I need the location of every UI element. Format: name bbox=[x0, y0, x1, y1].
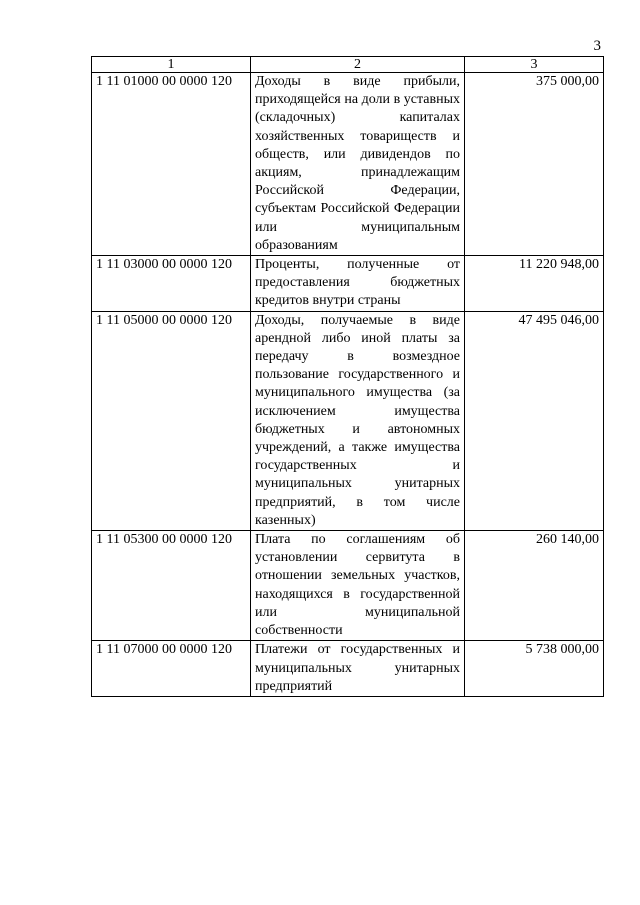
revenue-name-cell: Плата по соглашениям об установлении сервитута в отношении земельных участков, находящихся в государственной или муниципальной собственности bbox=[251, 531, 465, 641]
amount-cell: 375 000,00 bbox=[465, 73, 604, 256]
table-row bbox=[92, 311, 604, 530]
revenue-name-cell: Проценты, полученные от предоставления бюджетных кредитов внутри страны bbox=[251, 256, 465, 312]
budget-code-cell: 1 11 05000 00 0000 120 bbox=[92, 311, 251, 530]
revenue-table bbox=[91, 56, 604, 697]
amount-cell: 5 738 000,00 bbox=[465, 641, 604, 697]
table-row bbox=[92, 73, 604, 256]
table-row bbox=[92, 531, 604, 641]
budget-code-cell: 1 11 07000 00 0000 120 bbox=[92, 641, 251, 697]
column-header-amount: 3 bbox=[465, 57, 604, 73]
page-number: 3 bbox=[593, 38, 601, 54]
table-row bbox=[92, 256, 604, 312]
revenue-name-cell: Доходы, получаемые в виде арендной либо иной платы за передачу в возмездное пользование государственного и муниципального имущества (за исключением имущества бюджетных и автономных учреждений, а также имущества государственных и муниципальных унитарных предприятий, в том числе казенных) bbox=[251, 311, 465, 530]
table-header-row bbox=[92, 57, 604, 73]
revenue-name-cell: Доходы в виде прибыли, приходящейся на доли в уставных (складочных) капиталах хозяйственных товариществ и обществ, или дивидендов по акциям, принадлежащим Российской Федерации, субъектам Российской Федерации или муниципальным образованиям bbox=[251, 73, 465, 256]
column-header-name: 2 bbox=[251, 57, 465, 73]
column-header-code: 1 bbox=[92, 57, 251, 73]
budget-code-cell: 1 11 05300 00 0000 120 bbox=[92, 531, 251, 641]
revenue-name-cell: Платежи от государственных и муниципальных унитарных предприятий bbox=[251, 641, 465, 697]
table-row bbox=[92, 641, 604, 697]
amount-cell: 47 495 046,00 bbox=[465, 311, 604, 530]
budget-code-cell: 1 11 03000 00 0000 120 bbox=[92, 256, 251, 312]
amount-cell: 11 220 948,00 bbox=[465, 256, 604, 312]
budget-code-cell: 1 11 01000 00 0000 120 bbox=[92, 73, 251, 256]
amount-cell: 260 140,00 bbox=[465, 531, 604, 641]
